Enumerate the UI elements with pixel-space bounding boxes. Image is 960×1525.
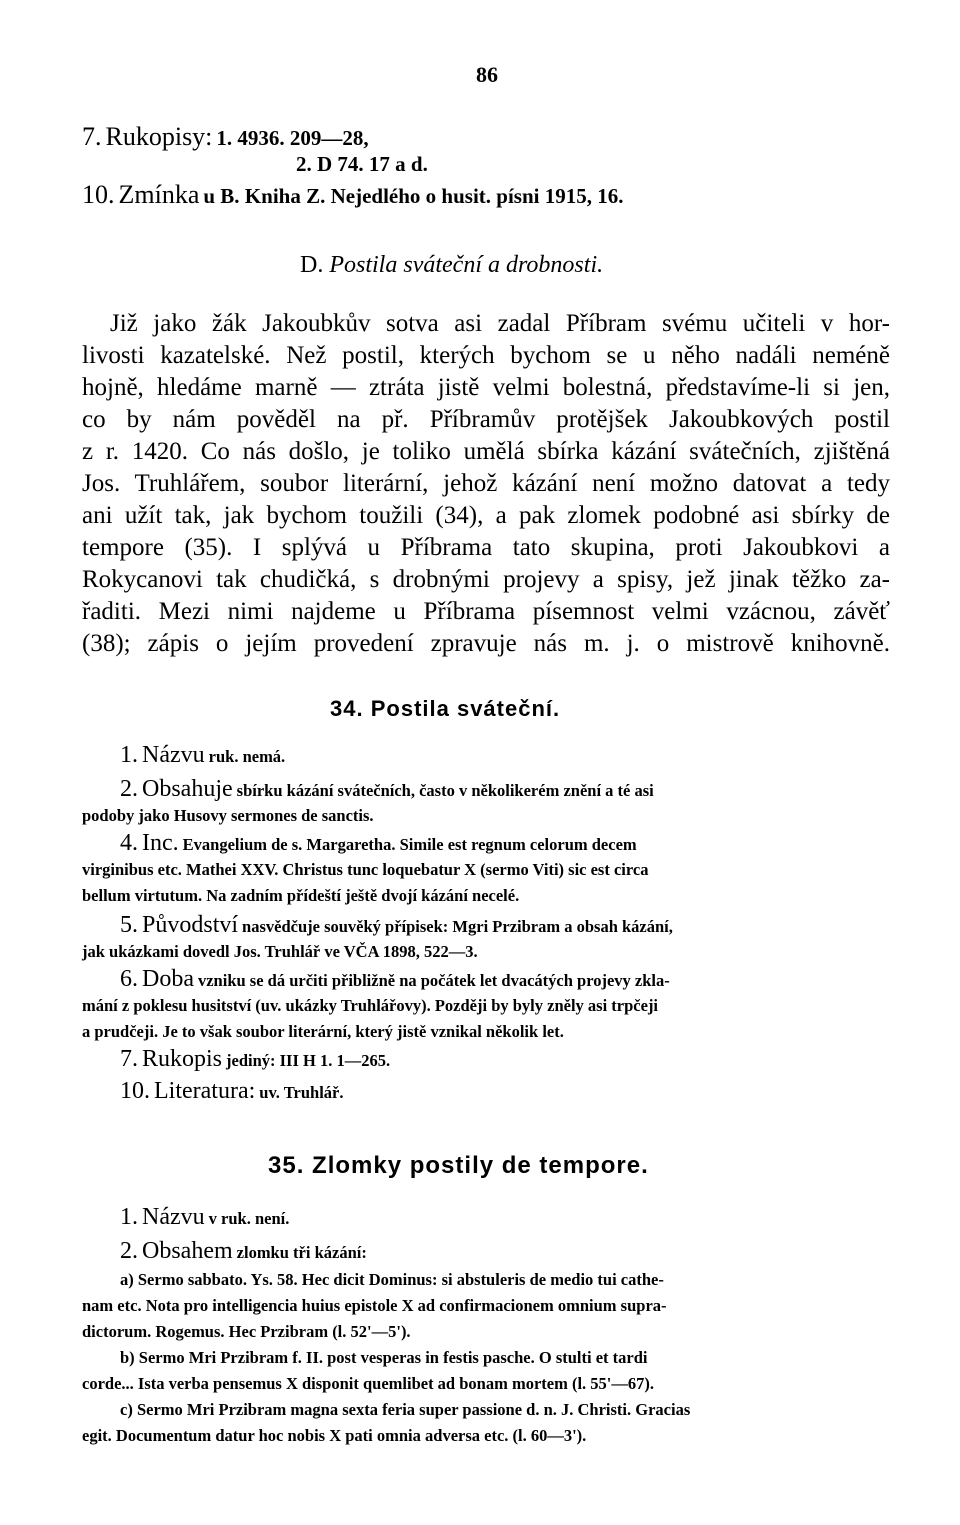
item-7-line-2: 2. D 74. 17 a d. [296, 152, 428, 176]
paragraph-line: tempore (35). I splývá u Příbrama tato skupina, proti Jakoubkovi a [82, 534, 890, 561]
item-text: sbírku kázání svátečních, často v několikerém znění a té asi [236, 781, 654, 800]
item-label: Zmínka [118, 180, 200, 209]
item-number: 7. [120, 1046, 138, 1072]
sermon-c-line-1: c) Sermo Mri Przibram magna sexta feria super passione d. n. J. Christi. Gracias [120, 1400, 691, 1419]
item-text: u B. Kniha Z. Nejedlého o husit. písni 1915, 16. [203, 184, 624, 208]
item-number: 10. [120, 1078, 150, 1104]
sec34-item-6 [120, 966, 920, 993]
sec34-item-6-line-3: a prudčeji. Je to však soubor literární, který jistě vznikal několik let. [82, 1022, 564, 1041]
item-text: vzniku se dá určiti přibližně na počátek let dvacátých projevy zkla- [197, 971, 670, 990]
section-35-heading [268, 1152, 828, 1180]
sec34-item-4-line-3: bellum virtutum. Na zadním přídeští ještě dvojí kázání necelé. [82, 886, 520, 905]
item-text: zlomku tři kázání: [236, 1243, 367, 1262]
item-label: Názvu [142, 1204, 205, 1230]
paragraph-line: co by nám pověděl na př. Příbramův protějšek Jakoubkových postil [82, 406, 890, 433]
item-text: ruk. nemá. [208, 747, 286, 766]
section-d-title [300, 252, 800, 279]
section-title: Postila sváteční a drobnosti. [329, 252, 604, 278]
sec34-item-7 [120, 1046, 920, 1073]
item-7-line [82, 122, 882, 152]
sec34-item-1 [120, 742, 920, 769]
item-label: Původství [142, 912, 239, 938]
sec34-item-4-line-2: virginibus etc. Mathei XXV. Christus tunc loquebatur X (sermo Viti) sic est circa [82, 860, 649, 879]
paragraph-line: livosti kazatelské. Než postil, kterých bychom se u něho nadáli neméně [82, 342, 890, 369]
item-text: jediný: III H 1. 1—265. [226, 1051, 391, 1070]
paragraph-line: Rokycanovi tak chudičká, s drobnými projevy a spisy, jež jinak těžko za- [82, 566, 890, 593]
sermon-c-line-2: egit. Documentum datur hoc nobis X pati omnia adversa etc. (l. 60—3'). [82, 1426, 587, 1445]
item-label: Obsahem [142, 1238, 233, 1264]
item-label: Rukopis [142, 1046, 223, 1072]
sermon-a-line-3: dictorum. Rogemus. Hec Przibram (l. 52'—5'). [82, 1322, 411, 1341]
item-text: v ruk. není. [208, 1209, 290, 1228]
item-label: Inc. [142, 830, 179, 856]
sec34-item-2 [120, 776, 882, 803]
item-text: Evangelium de s. Margaretha. Simile est regnum celorum decem [182, 835, 637, 854]
sec34-item-4 [120, 830, 920, 857]
item-text: nasvědčuje souvěký přípisek: Mgri Przibram a obsah kázání, [242, 917, 673, 936]
paragraph-line: hojně, hledáme marně — ztráta jistě velmi bolestná, představíme-li si jen, [82, 374, 890, 401]
paragraph-line: Již jako žák Jakoubkův sotva asi zadal Příbram svému učiteli v hor- [110, 310, 890, 337]
item-label: Doba [142, 966, 194, 992]
sec35-item-1 [120, 1204, 920, 1231]
item-label: Rukopisy: [105, 122, 213, 151]
item-number: 5. [120, 912, 138, 938]
sec34-item-5-line-2: jak ukázkami dovedl Jos. Truhlář ve VČA 1898, 522—3. [82, 942, 478, 961]
heading-title: Zlomky postily de tempore. [312, 1152, 649, 1179]
item-text: 1. 4936. 209—28, [216, 126, 369, 150]
item-number: 2. [120, 1238, 138, 1264]
sec34-item-2-line-2: podoby jako Husovy sermones de sanctis. [82, 806, 374, 825]
item-label: Literatura: [154, 1078, 256, 1104]
paragraph-line: ani užít tak, jak bychom toužili (34), a pak zlomek podobné asi sbírky de [82, 502, 890, 529]
heading-title: Postila sváteční. [370, 696, 561, 721]
sec34-item-10 [120, 1078, 920, 1105]
item-label: Obsahuje [142, 776, 233, 802]
item-number: 1. [120, 742, 138, 768]
heading-number: 35. [268, 1152, 305, 1179]
paragraph-line: (38); zápis o jejím provedení zpravuje nás m. j. o mistrově knihovně. [82, 630, 890, 657]
sec34-item-5 [120, 912, 920, 939]
paragraph-line: řaditi. Mezi nimi najdeme u Příbrama písemnost velmi vzácnou, závěť [82, 598, 890, 625]
sec35-item-2 [120, 1238, 920, 1265]
item-number: 7. [82, 122, 102, 151]
item-number: 4. [120, 830, 138, 856]
item-text: uv. Truhlář. [259, 1083, 344, 1102]
page-number: 86 [476, 62, 498, 87]
heading-number: 34. [330, 696, 364, 721]
item-number: 1. [120, 1204, 138, 1230]
sermon-a-line-1: a) Sermo sabbato. Ys. 58. Hec dicit Dominus: si abstuleris de medio tui cathe- [120, 1270, 664, 1289]
item-number: 2. [120, 776, 138, 802]
sec34-item-6-line-2: mání z poklesu husitství (uv. ukázky Truhlářovy). Později by byly zněly asi trpčeji [82, 996, 659, 1015]
item-label: Názvu [142, 742, 205, 768]
paragraph-line: Jos. Truhlářem, soubor literární, jehož kázání není možno datovat a tedy [82, 470, 890, 497]
item-number: 6. [120, 966, 138, 992]
sermon-b-line-1: b) Sermo Mri Przibram f. II. post vesperas in festis pasche. O stulti et tardi [120, 1348, 648, 1367]
sermon-b-line-2: corde... Ista verba pensemus X disponit quemlibet ad bonam mortem (l. 55'—67). [82, 1374, 654, 1393]
section-34-heading [330, 696, 730, 722]
paragraph-line: z r. 1420. Co nás došlo, je toliko umělá sbírka kázání svátečních, zjištěná [82, 438, 890, 465]
item-number: 10. [82, 180, 115, 209]
sermon-a-line-2: nam etc. Nota pro intelligencia huius epistole X ad confirmacionem omnium supra- [82, 1296, 667, 1315]
item-10-line [82, 180, 882, 210]
section-prefix: D. [300, 252, 324, 278]
